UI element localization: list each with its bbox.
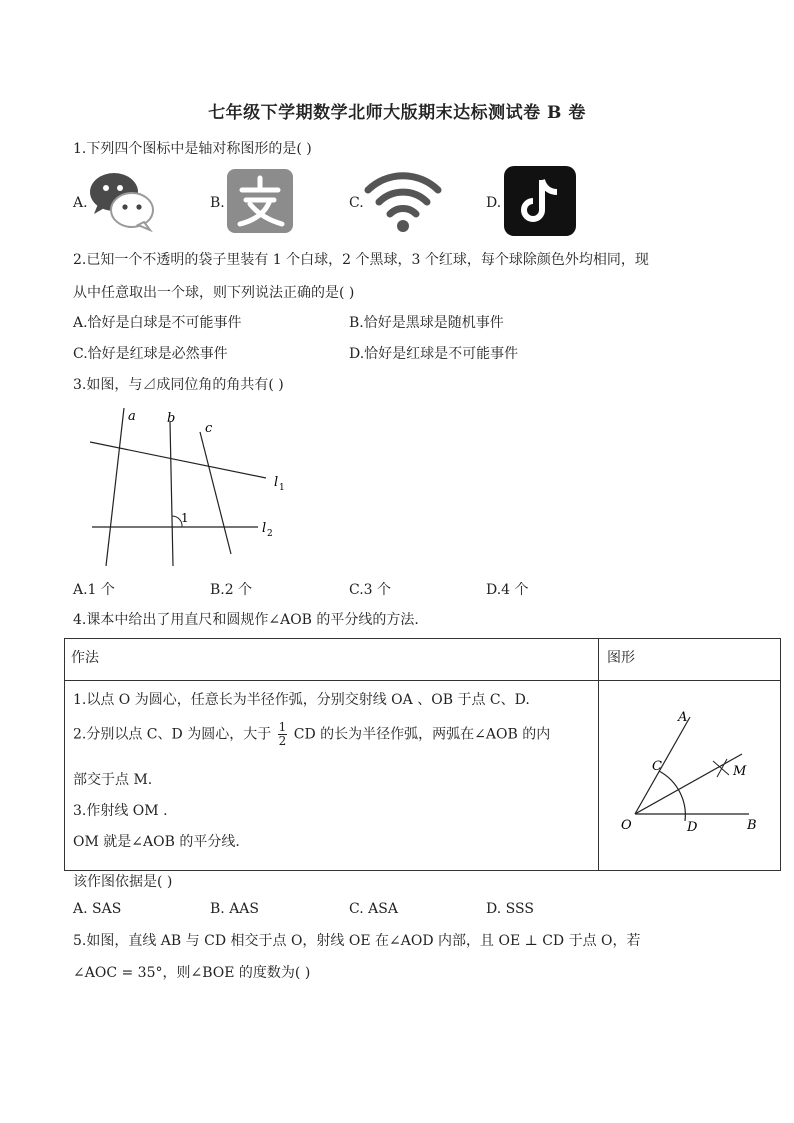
alipay-icon (226, 168, 294, 234)
q4-label-D: D (687, 820, 698, 835)
q1-option-a-label: A. (73, 195, 88, 211)
q3-figure (80, 402, 300, 572)
q4-step2-cont: 部交于点 M. (73, 772, 153, 788)
q4-stem: 4.课本中给出了用直尺和圆规作∠AOB 的平分线的方法. (73, 612, 419, 628)
q4-label-O: O (621, 818, 632, 833)
q4-option-d: D. SSS (486, 901, 534, 917)
q3-label-a: a (128, 409, 136, 424)
q4-label-M: M (733, 764, 747, 779)
q3-stem: 3.如图，与⊿成同位角的角共有( ) (73, 377, 284, 393)
q2-option-b: B.恰好是黑球是随机事件 (349, 315, 504, 331)
q4-label-A: A (678, 710, 688, 725)
q2-stem-line2: 从中任意取出一个球，则下列说法正确的是( ) (73, 285, 355, 301)
q4-step1: 1.以点 O 为圆心，任意长为半径作弧，分别交射线 OA 、OB 于点 C、D. (73, 692, 530, 708)
q5-stem-line2: ∠AOC = 35°，则∠BOE 的度数为( ) (73, 965, 311, 981)
q3-option-a: A.1 个 (73, 582, 115, 598)
q4-method-table (64, 638, 781, 871)
q4-after: 该作图依据是( ) (73, 874, 173, 890)
q4-step2 (73, 721, 550, 748)
wechat-icon (88, 170, 156, 232)
q4-fraction-num: 1 (278, 720, 287, 734)
q3-option-d: D.4 个 (486, 582, 529, 598)
q4-table-head-figure: 图形 (599, 639, 781, 681)
q4-option-b: B. AAS (210, 901, 259, 917)
tiktok-icon (504, 166, 576, 236)
q4-table-head-method: 作法 (65, 639, 599, 681)
q4-steps-cell (65, 681, 599, 871)
q3-angle-label: 1 (181, 511, 189, 525)
page-title: 七年级下学期数学北师大版期末达标测试卷 B 卷 (208, 103, 586, 123)
q3-option-c: C.3 个 (349, 582, 392, 598)
wifi-icon (364, 166, 442, 236)
q3-label-c: c (205, 421, 213, 436)
q2-option-c: C.恰好是红球是必然事件 (73, 346, 228, 362)
q2-option-a: A.恰好是白球是不可能事件 (73, 315, 242, 331)
q3-label-l1: l (274, 475, 279, 490)
q4-label-C: C (652, 759, 662, 774)
q4-step2-part1: 2.分别以点 C、D 为圆心，大于 (73, 726, 272, 743)
q3-label-l2: l (262, 521, 267, 536)
q3-label-l2-sub: 2 (267, 529, 273, 539)
q4-conclusion: OM 就是∠AOB 的平分线. (73, 834, 240, 850)
q5-stem-line1: 5.如图，直线 AB 与 CD 相交于点 O，射线 OE 在∠AOD 内部，且 OE ⊥ CD 于点 O，若 (73, 933, 641, 949)
q4-option-a: A. SAS (73, 901, 122, 917)
q4-label-B: B (747, 818, 757, 833)
q3-label-l1-sub: 1 (279, 483, 285, 493)
q1-stem: 1.下列四个图标中是轴对称图形的是( ) (73, 141, 312, 157)
q2-option-d: D.恰好是红球是不可能事件 (349, 346, 519, 362)
q2-stem-line1: 2.已知一个不透明的袋子里装有 1 个白球，2 个黑球，3 个红球，每个球除颜色外均相同，现 (73, 252, 649, 268)
q4-option-c: C. ASA (349, 901, 398, 917)
q4-step3: 3.作射线 OM . (73, 803, 168, 819)
q4-fraction-den: 2 (278, 734, 287, 748)
q1-option-b-label: B. (210, 195, 225, 211)
q4-figure (599, 681, 780, 866)
q4-fraction (278, 721, 288, 748)
q3-label-b: b (167, 411, 176, 426)
q3-option-b: B.2 个 (210, 582, 253, 598)
q4-step2-part2: CD 的长为半径作弧，两弧在∠AOB 的内 (293, 726, 551, 743)
q1-option-c-label: C. (349, 195, 364, 211)
q1-option-d-label: D. (486, 195, 502, 211)
q4-figure-cell (599, 681, 781, 871)
